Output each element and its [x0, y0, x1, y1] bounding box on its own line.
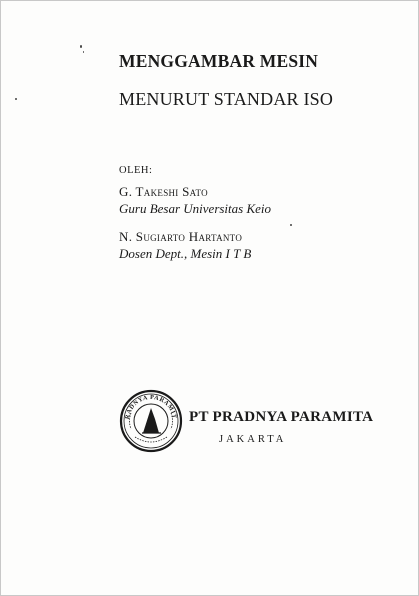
author-name: G. Takeshi Sato	[119, 184, 208, 199]
book-title-line-2: MENURUT STANDAR ISO	[119, 89, 334, 109]
publisher-seal-icon	[119, 389, 183, 453]
byline-label: OLEH:	[119, 165, 153, 176]
publisher-city: JAKARTA	[219, 434, 287, 445]
scan-speck	[15, 98, 17, 100]
author-name: N. Sugiarto Hartanto	[119, 229, 243, 244]
book-title-line-1: MENGGAMBAR MESIN	[119, 51, 319, 71]
author-block	[119, 184, 271, 217]
publisher-name: PT PRADNYA PARAMITA	[189, 409, 374, 425]
author-affiliation: Dosen Dept., Mesin I T B	[119, 246, 252, 261]
scan-speck	[290, 224, 292, 226]
scan-speck	[80, 45, 82, 48]
scan-speck	[83, 51, 84, 53]
author-block	[119, 229, 251, 262]
author-affiliation: Guru Besar Universitas Keio	[119, 201, 272, 216]
svg-text:PRADNYA PARAMITA: RADNYA PARAMIT	[124, 393, 178, 420]
